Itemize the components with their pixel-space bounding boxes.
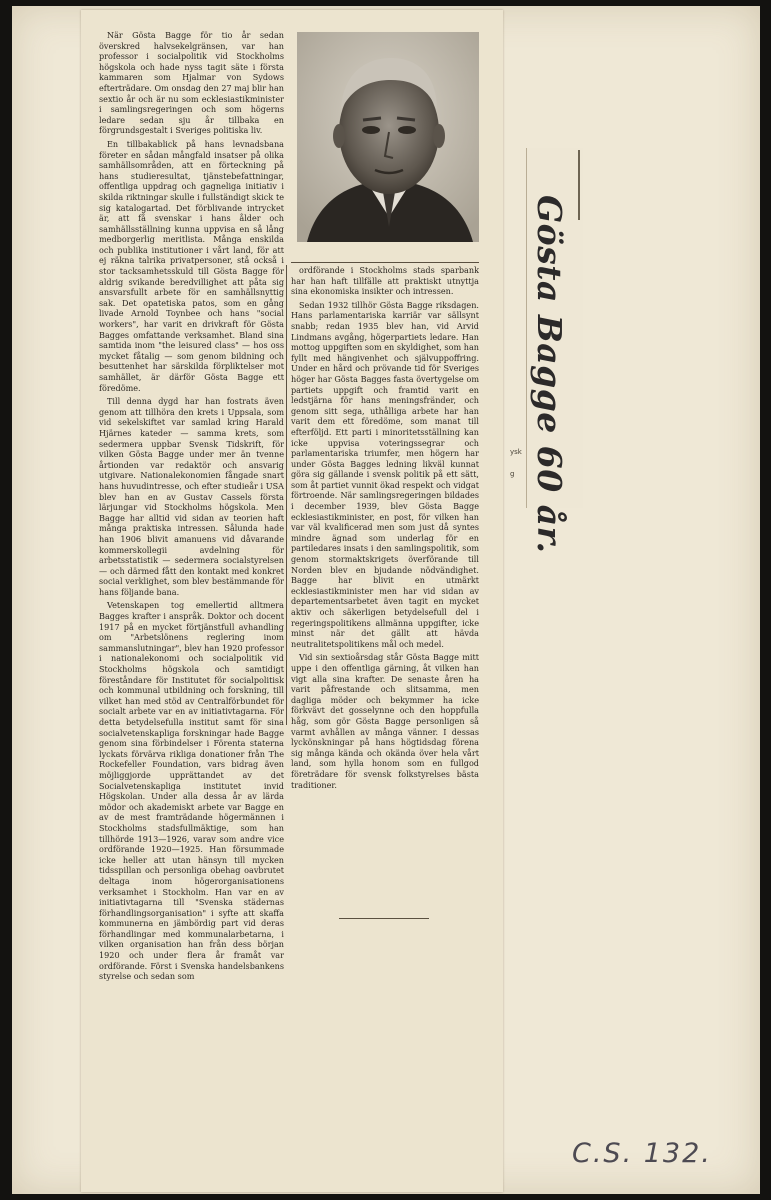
portrait-image (297, 32, 479, 242)
paragraph: Sedan 1932 tillhör Gösta Bagge riksdagen. Hans parlamentariska karriär var sällsynt snabb; redan 1935 blev han, vid Arvid Lindmans avgång, högerpartiets ledare. Han mottog uppgiften som en skyldighet, som han fyllt med hängivenhet och självuppoffring. Under en hård och prövande tid för Sveriges höger har Gösta Bagges fasta övertygelse om partiets uppgift och framtid varit en ledstjärna för hans meningsfränder, och genom sitt sega, uthålliga arbete har han varit dem ett föredöme, som manat till efterföljd. Ett parti i minoritetsställning kan icke uppvisa voteringssegrar och parlamentariska triumfer, men högern har under Gösta Bagges ledning likväl kunnat göra sig gällande i svensk politik på ett sätt, som åt partiet vunnit ökad respekt och vidgat förtroende. När samlingsregeringen bildades i december 1939, blev Gösta Bagge ecklesiastikminister, en post, för vilken han var väl kvalificerad men som just då syntes mindre ägnad som underlag för en partiledares insats i den samlingspolitik, som genom stormaktskrigets överförande till Norden blev en bjudande nödvändighet. Bagge har blivit en utmärkt ecklesiastikminister men har vid sidan av departementsarbetet även tagit en mycket aktiv och säkerligen betydelsefull del i regeringspolitikens allmänna uppgifter, icke minst när det gällt att hävda neutralitetspolitikens mål och medel. (291, 299, 479, 649)
clipping-edge (578, 150, 580, 220)
side-fragment: ysk (510, 448, 522, 456)
portrait-photo (297, 32, 479, 242)
article-end-rule (339, 918, 429, 919)
headline: Gösta Bagge 60 år. (530, 195, 569, 554)
paragraph: Vetenskapen tog emellertid alltmera Bagges krafter i anspråk. Doktor och docent 1917 på en mycket förtjänstfull avhandling om "Arbetslönens reglering inom sammanslutningar", blev han 1920 professor i nationalekonomi och socialpolitik vid Stockholms högskola och samtidigt föreståndare för Institutet för socialpolitisk och kommunal utbildning och forskning, till vilket han med stöd av Centralförbundet för socialt arbete var en av initiativtagarna. För detta betydelsefulla institut samt för sina socialvetenskapliga forskningar hade Bagge genom sina förbindelser i Förenta staterna lyckats förvärva rikliga donationer från The Rockefeller Foundation, vars bidrag även möjliggjorde upprättandet av det Socialvetenskapliga institutet invid Högskolan. Under alla dessa år av lärda mödor och akademiskt arbete var Bagge en av de mest framträdande högermännen i Stockholms stadsfullmäktige, som han tillhörde 1913—1926, varav som andre vice ordförande 1920—1925. Han försummade icke heller att utan hänsyn till mycken tidsspillan och personliga obehag oavbrutet deltaga inom högerorganisationens verksamhet i Stockholm. Han var en av initiativtagarna till "Svenska städernas förhandlingsorganisation" i syfte att skaffa kommunerna en jämbördig part vid deras förhandlingar med kommunalarbetarna, i vilken organisation han från dess början 1920 och under flera år framåt var ordförande. Först i Svenska handelsbankens styrelse och sedan som (99, 600, 284, 982)
newspaper-clipping (81, 10, 503, 1192)
paragraph: ordförande i Stockholms stads sparbank har han haft tillfälle att praktiskt utnyttja sina ekonomiska insikter och intressen. (291, 265, 479, 297)
side-fragment: g (510, 470, 515, 478)
paragraph: Vid sin sextioårsdag står Gösta Bagge mitt uppe i den offentliga gärning, åt vilken han vigt alla sina krafter. De senaste åren ha varit påfrestande och slitsamma, men dagliga möder och bekymmer ha icke förkvävt det gosselynne och den hoppfulla håg, som gör Gösta Bagge personligen så varmt avhållen av många vänner. I dessas lyckönskningar på hans högtidsdag förena sig många kända och okända över hela vårt land, som hylla honom som en fullgod företrädare för svensk folkstyrelses bästa traditioner. (291, 652, 479, 790)
handwritten-note: C.S. 132. (572, 1138, 712, 1169)
article-column-right (291, 265, 479, 915)
column-rule (291, 262, 479, 263)
column-divider (286, 265, 287, 725)
paragraph: En tillbakablick på hans levnadsbana företer en sådan mångfald insatser på olika samhällsområden, att en förteckning på hans studieresultat, tjänstebefattningar, offentliga uppdrag och gagneliga initiativ i skilda riktningar skulle i fullständigt skick te sig katalogartad. Det förblivande intrycket är, att få svenskar i hans ålder och samhällsställning kunna uppvisa en så lång medborgerlig meritlista. Många enskilda och publika institutioner i vårt land, för att ej räkna talrika privatpersoner, stå också i stor tacksamhetsskuld till Gösta Bagge för aldrig svikande beredvillighet att påta sig ansvarsfullt arbete för en samhällsnyttig sak. Det opatetiska patos, som en gång livade Arnold Toynbee och hans "social workers", har varit en drivkraft för Gösta Bagges omfattande verksamhet. Bland sina samtida inom "the leisured class" — hos oss mycket fåtalig — som genom bildning och besuttenhet har särskilda förpliktelser mot samhället, är därför Gösta Bagge ett föredöme. (99, 138, 284, 393)
paragraph: När Gösta Bagge för tio år sedan överskred halvsekelgränsen, var han professor i socialpolitik vid Stockholms högskola och hade nyss tagit säte i första kammaren som Hjalmar von Sydows efterträdare. Om onsdag den 27 maj blir han sextio år och är nu som ecklesiastikminister i samlingsregeringen och som högerns ledare sedan sju år tillbaka en förgrundsgestalt i Sveriges politiska liv. (99, 30, 284, 136)
article-column-left (99, 30, 284, 1190)
paragraph: Till denna dygd har han fostrats även genom att tillhöra den krets i Uppsala, som vid sekelskiftet var samlad kring Harald Hjärnes kateder — samma krets, som sedermera uppbar Svensk Tidskrift, för vilken Gösta Bagge under mer än tvenne årtionden var redaktör och ansvarig utgivare. Nationalekonomien fångade snart hans huvudintresse, och efter studieår i USA blev han en av Gustav Cassels första lärjungar vid Stockholms högskola. Men Bagge har alltid vid sidan av teorien haft många praktiska intressen. Sålunda hade han 1906 blivit amanuens vid dåvarande kommerskollegii avdelning för arbetsstatistik — sedermera socialstyrelsen — och därmed fått den kontakt med konkret social verklighet, som blev bestämmande för hans följande bana. (99, 396, 284, 597)
